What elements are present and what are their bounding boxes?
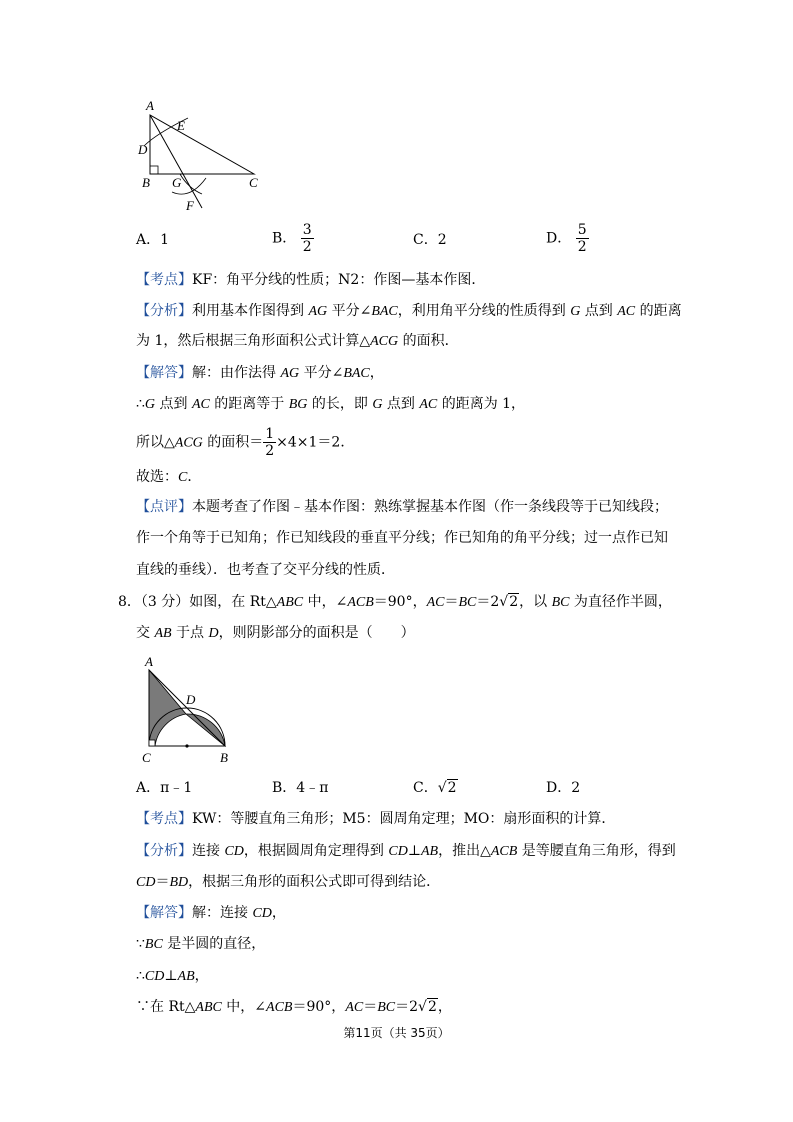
q8-option-b[interactable]: B．4﹣π — [272, 780, 329, 796]
fraction: $\frac{5}{2}$ — [577, 222, 587, 255]
q8-fenxi-line2: CD＝BD，根据三角形的面积公式即可得到结论． — [136, 874, 441, 890]
q7-jieda-line4: 故选：C． — [136, 469, 202, 485]
label-D: D — [138, 142, 148, 157]
q7-jieda-line2: ∴G 点到 AC 的距离等于 BG 的长，即 G 点到 AC 的距离为 1， — [136, 396, 526, 412]
q8-option-c[interactable]: C．√2 — [413, 780, 457, 796]
q7-option-a[interactable]: A．1 — [136, 232, 170, 248]
q8-jieda-line3: ∴CD⊥AB， — [136, 968, 209, 984]
q8-option-a[interactable]: A．π﹣1 — [136, 780, 193, 796]
q8-jieda-line1: 【解答】解：连接 CD， — [136, 905, 286, 921]
q7-dianping-line1: 【点评】本题考查了作图﹣基本作图：熟练掌握基本作图（作一条线段等于已知线段； — [136, 499, 668, 515]
q7-fenxi-line2: 为 1，然后根据三角形面积公式计算△ACG 的面积． — [136, 333, 459, 349]
fraction: $\frac{1}{2}$ — [265, 426, 275, 459]
q7-kaodian: 【考点】KF：角平分线的性质；N2：作图—基本作图． — [136, 272, 486, 288]
q7-jieda-line3: 所以△ACG 的面积＝ $\frac{1}{2}$ ×4×1＝2． — [136, 426, 355, 459]
figure-semicircle — [138, 654, 238, 766]
label-B: B — [142, 175, 150, 190]
label-G: G — [172, 175, 182, 190]
label-A: A — [145, 654, 153, 669]
label-C: C — [249, 175, 258, 190]
q7-option-c[interactable]: C．2 — [413, 232, 447, 248]
q8-jieda-line4: ∵在 Rt△ABC 中，∠ACB＝90°，AC＝BC＝2√2， — [136, 999, 452, 1015]
q7-dianping-line2: 作一个角等于已知角；作已知线段的垂直平分线；作已知角的角平分线；过一点作已知 — [136, 530, 668, 546]
label-F: F — [186, 198, 194, 213]
q8-option-d[interactable]: D．2 — [546, 780, 581, 796]
q8-stem-line1: 8．（3 分）如图，在 Rt△ABC 中，∠ACB＝90°，AC＝BC＝2√2，以 BC 为直径作半圆， — [118, 594, 672, 610]
q7-fenxi-line1: 【分析】利用基本作图得到 AG 平分∠BAC，利用角平分线的性质得到 G 点到 AC 的距离 — [136, 303, 682, 319]
label-B: B — [220, 750, 228, 765]
q8-jieda-line2: ∵BC 是半圆的直径， — [136, 936, 266, 952]
q7-option-d[interactable]: D． $\frac{5}{2}$ — [546, 222, 587, 255]
q7-dianping-line3: 直线的垂线）．也考查了交平分线的性质． — [136, 562, 395, 578]
figure-angle-bisector — [130, 96, 270, 216]
label-C: C — [142, 750, 151, 765]
q8-stem-line2: 交 AB 于点 D，则阴影部分的面积是（ ） — [136, 625, 415, 641]
page-footer: 第11页（共 35页） — [343, 1026, 450, 1040]
q8-fenxi-line1: 【分析】连接 CD，根据圆周角定理得到 CD⊥AB，推出△ACB 是等腰直角三角形，得到 — [136, 843, 676, 859]
q7-option-b[interactable]: B． $\frac{3}{2}$ — [272, 222, 312, 255]
label-E: E — [177, 118, 185, 133]
q7-jieda-line1: 【解答】解：由作法得 AG 平分∠BAC， — [136, 365, 384, 381]
label-D: D — [186, 692, 196, 707]
q8-kaodian: 【考点】KW：等腰直角三角形；M5：圆周角定理；MO：扇形面积的计算． — [136, 811, 616, 827]
fraction: $\frac{3}{2}$ — [302, 222, 312, 255]
label-A: A — [146, 98, 154, 113]
